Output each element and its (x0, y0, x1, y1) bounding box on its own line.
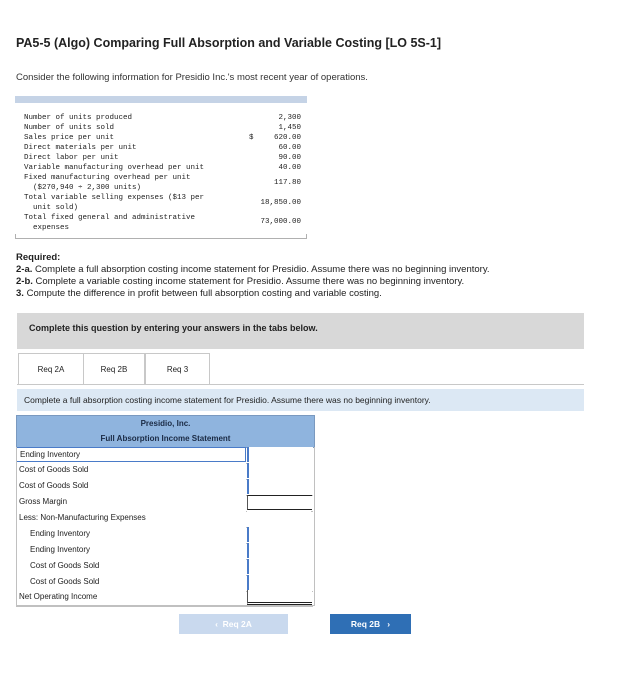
info-label: Fixed manufacturing overhead per unit ($270,940 ÷ 2,300 units) (24, 174, 191, 192)
info-value: 2,300 (278, 114, 301, 122)
tab-req-2a[interactable]: Req 2A (18, 353, 84, 385)
info-value: 1,450 (278, 124, 301, 132)
info-label: Variable manufacturing overhead per unit (24, 164, 205, 172)
complete-prompt: Complete this question by entering your answers in the tabs below. (29, 323, 318, 333)
info-label: Total fixed general and administrative expenses (24, 214, 196, 232)
requirement-text: Complete a variable costing income statement for Presidio. Assume there was no beginning inventory. (32, 276, 465, 287)
page-title: PA5-5 (Algo) Comparing Full Absorption and Variable Costing [LO 5S-1] (16, 36, 442, 50)
info-value: 90.00 (278, 154, 301, 162)
info-label: Sales price per unit (24, 134, 115, 142)
info-value: 18,850.00 (260, 199, 301, 207)
requirement-number: 3. (16, 288, 24, 299)
complete-prompt-box (17, 313, 584, 349)
requirement-text: Compute the difference in profit between full absorption costing and variable costing. (23, 288, 382, 299)
row-label: Cost of Goods Sold (30, 561, 100, 570)
info-table (15, 96, 307, 239)
requirements (16, 252, 490, 300)
requirement-item (16, 264, 490, 276)
prev-button-label: Req 2A (222, 619, 252, 629)
statement-name: Full Absorption Income Statement (100, 434, 231, 443)
info-currency: $ (249, 134, 254, 142)
info-value: 117.80 (273, 179, 301, 187)
requirement-number: 2-a. (16, 264, 33, 275)
info-label: Number of units produced (24, 114, 133, 122)
requirement-item (16, 288, 490, 300)
row-label: Ending Inventory (30, 545, 91, 554)
chevron-left-icon: ‹ (215, 619, 218, 629)
tab-req-3[interactable]: Req 3 (145, 353, 210, 385)
required-heading: Required: (16, 252, 61, 263)
info-value: 60.00 (278, 144, 301, 152)
divider (306, 234, 307, 239)
row-label: Ending Inventory (30, 529, 91, 538)
next-button[interactable] (330, 614, 411, 634)
tab-req-2b[interactable]: Req 2B (83, 353, 145, 385)
row-label: Cost of Goods Sold (19, 465, 89, 474)
divider (15, 234, 16, 239)
info-value: 73,000.00 (260, 218, 301, 226)
intro-text: Consider the following information for Presidio Inc.'s most recent year of operations. (16, 72, 368, 83)
next-button-label: Req 2B (350, 619, 381, 629)
requirement-number: 2-b. (16, 276, 33, 287)
row-label: Cost of Goods Sold (30, 577, 100, 586)
info-label: Direct materials per unit (24, 144, 137, 152)
instruction-text: Complete a full absorption costing income statement for Presidio. Assume there was no beginning inventory. (24, 395, 431, 405)
info-label: Number of units sold (24, 124, 115, 132)
requirement-text: Complete a full absorption costing income statement for Presidio. Assume there was no beginning inventory. (32, 264, 490, 275)
statement-frame (16, 447, 315, 606)
company-name: Presidio, Inc. (140, 419, 191, 428)
prev-button[interactable] (179, 614, 288, 634)
row-label-text: Net Operating Income (19, 592, 98, 601)
statement-header (16, 415, 315, 448)
row-label: Cost of Goods Sold (19, 481, 89, 490)
info-value: 40.00 (278, 164, 301, 172)
instruction-bar (17, 389, 584, 411)
info-value: 620.00 (273, 134, 301, 142)
row-label: Ending Inventory (20, 450, 81, 459)
chevron-right-icon: › (387, 619, 391, 629)
info-label: Total variable selling expenses ($13 per unit sold) (24, 194, 205, 212)
divider (17, 384, 584, 385)
divider (15, 238, 307, 239)
row-label-text: Less: Non-Manufacturing Expenses (19, 513, 146, 522)
requirement-item (16, 276, 490, 288)
info-label: Direct labor per unit (24, 154, 119, 162)
row-label-text: Gross Margin (19, 497, 68, 506)
